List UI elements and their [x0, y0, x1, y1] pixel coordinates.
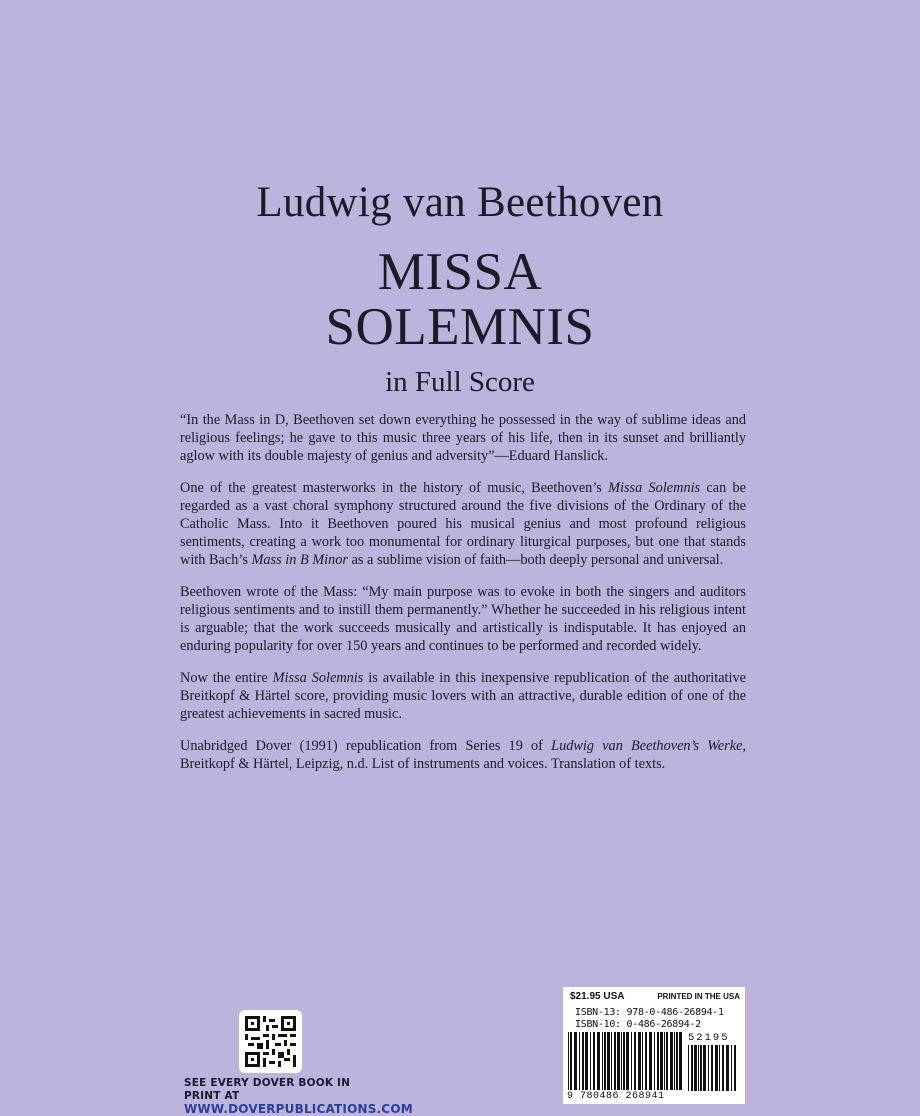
- supplement-digits: 52195: [688, 1032, 730, 1044]
- isbn13-value: 978-0-486-26894-1: [626, 1007, 724, 1018]
- ean-barcode: [567, 1032, 685, 1092]
- description-paragraph-4: Now the entire Missa Solemnis is available in this inexpensive republication of the authoritative Breitkopf & Härtel score, providing music lovers with an attractive, durable edition of one of the greatest achievements in sacred music.: [180, 670, 746, 722]
- edition-note: Unabridged Dover (1991) republication from Series 19 of Ludwig van Beethoven’s Werke, Breitkopf & Härtel, Leipzig, n.d. List of instruments and voices. Translation of texts.: [180, 738, 746, 772]
- title-line-2: SOLEMNIS: [325, 298, 595, 356]
- qr-code-icon: [245, 1016, 296, 1067]
- promo-text: [184, 1077, 413, 1116]
- book-title: [0, 245, 920, 355]
- price: $21.95 USA: [570, 991, 625, 1002]
- barcode-digits: 9 780486 268941: [567, 1091, 665, 1102]
- book-subtitle: in Full Score: [385, 366, 535, 398]
- isbn13-row: [575, 1007, 724, 1018]
- isbn10-label: ISBN-10:: [575, 1019, 621, 1030]
- isbn10-value: 0-486-26894-2: [626, 1019, 701, 1030]
- isbn13-label: ISBN-13:: [575, 1007, 621, 1018]
- description-paragraph-2: One of the greatest masterworks in the history of music, Beethoven’s Missa Solemnis can be regarded as a vast choral symphony structured around the five divisions of the Ordinary of the Catholic Mass. Into it Beethoven poured his musical genius and most profound religious sentiments, creating a work too monumental for ordinary liturgical purposes, but one that stands with Bach’s Mass in B Minor as a sublime vision of faith—both deeply personal and universal.: [180, 480, 746, 568]
- description-paragraph-3: Beethoven wrote of the Mass: “My main purpose was to evoke in both the singers and auditors religious sentiments and to instill them permanently.” Whether he succeeded in his religious intent is arguable; that the work succeeds musically and artistically is indisputable. It has enjoyed an enduring popularity for over 150 years and continues to be performed and recorded widely.: [180, 584, 746, 654]
- barcode-label: [563, 987, 745, 1104]
- author-name: Ludwig van Beethoven: [256, 179, 664, 226]
- printed-in-usa: PRINTED IN THE USA: [657, 992, 740, 1001]
- isbn10-row: [575, 1019, 701, 1030]
- description-text: [180, 411, 746, 787]
- title-line-1: MISSA: [377, 243, 543, 301]
- qr-code: [239, 1010, 302, 1073]
- price-supplement-barcode: [687, 1045, 739, 1093]
- promo-line: SEE EVERY DOVER BOOK IN PRINT AT: [184, 1077, 351, 1102]
- quote-paragraph: “In the Mass in D, Beethoven set down everything he possessed in the way of sublime ideas and religious feelings; he gave to this music three years of his life, then in its sunset and brilliantly aglow with its double majesty of genius and adversity”—Eduard Hanslick.: [180, 412, 746, 464]
- website-link[interactable]: WWW.DOVERPUBLICATIONS.COM: [184, 1102, 413, 1116]
